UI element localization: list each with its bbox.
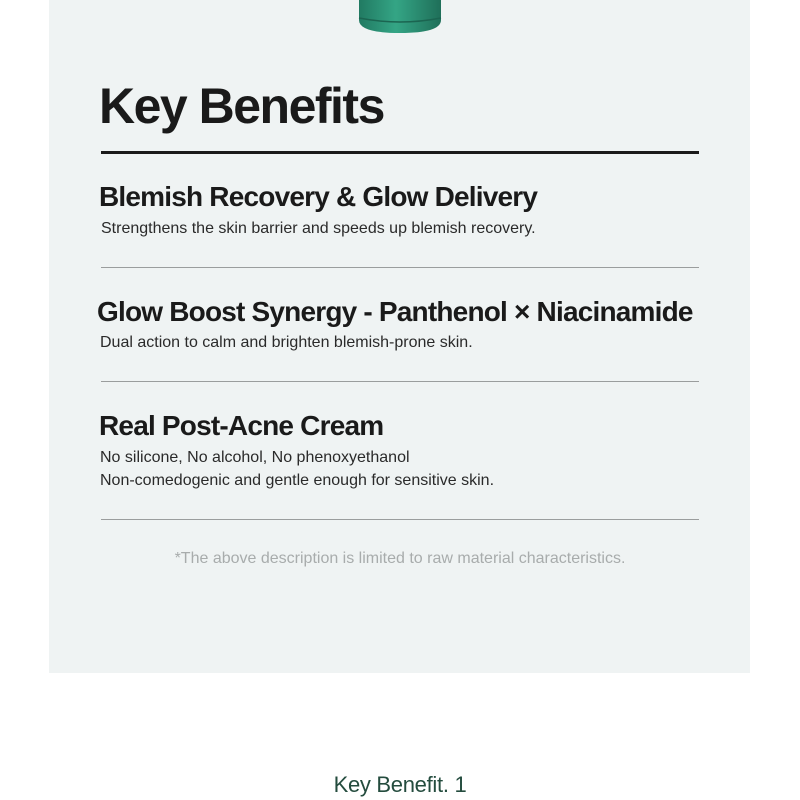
product-tube-cap-image <box>357 0 443 34</box>
benefit-3-description-line-1: No silicone, No alcohol, No phenoxyethanol <box>100 449 410 466</box>
page-title: Key Benefits <box>99 78 384 134</box>
disclaimer-note: *The above description is limited to raw material characteristics. <box>174 550 626 567</box>
title-divider <box>101 151 699 154</box>
next-section-label: Key Benefit. 1 <box>333 772 467 797</box>
benefit-1-description: Strengthens the skin barrier and speeds up blemish recovery. <box>101 220 536 237</box>
benefit-2-description: Dual action to calm and brighten blemish-prone skin. <box>100 334 473 351</box>
benefit-3-description-line-2: Non-comedogenic and gentle enough for sensitive skin. <box>100 472 495 489</box>
benefit-1-title: Blemish Recovery & Glow Delivery <box>99 181 538 212</box>
divider <box>101 267 699 268</box>
benefit-2-title: Glow Boost Synergy - Panthenol × Niacinamide <box>97 296 693 327</box>
divider <box>101 381 699 382</box>
benefit-3-title: Real Post-Acne Cream <box>99 410 384 441</box>
divider <box>101 519 699 520</box>
